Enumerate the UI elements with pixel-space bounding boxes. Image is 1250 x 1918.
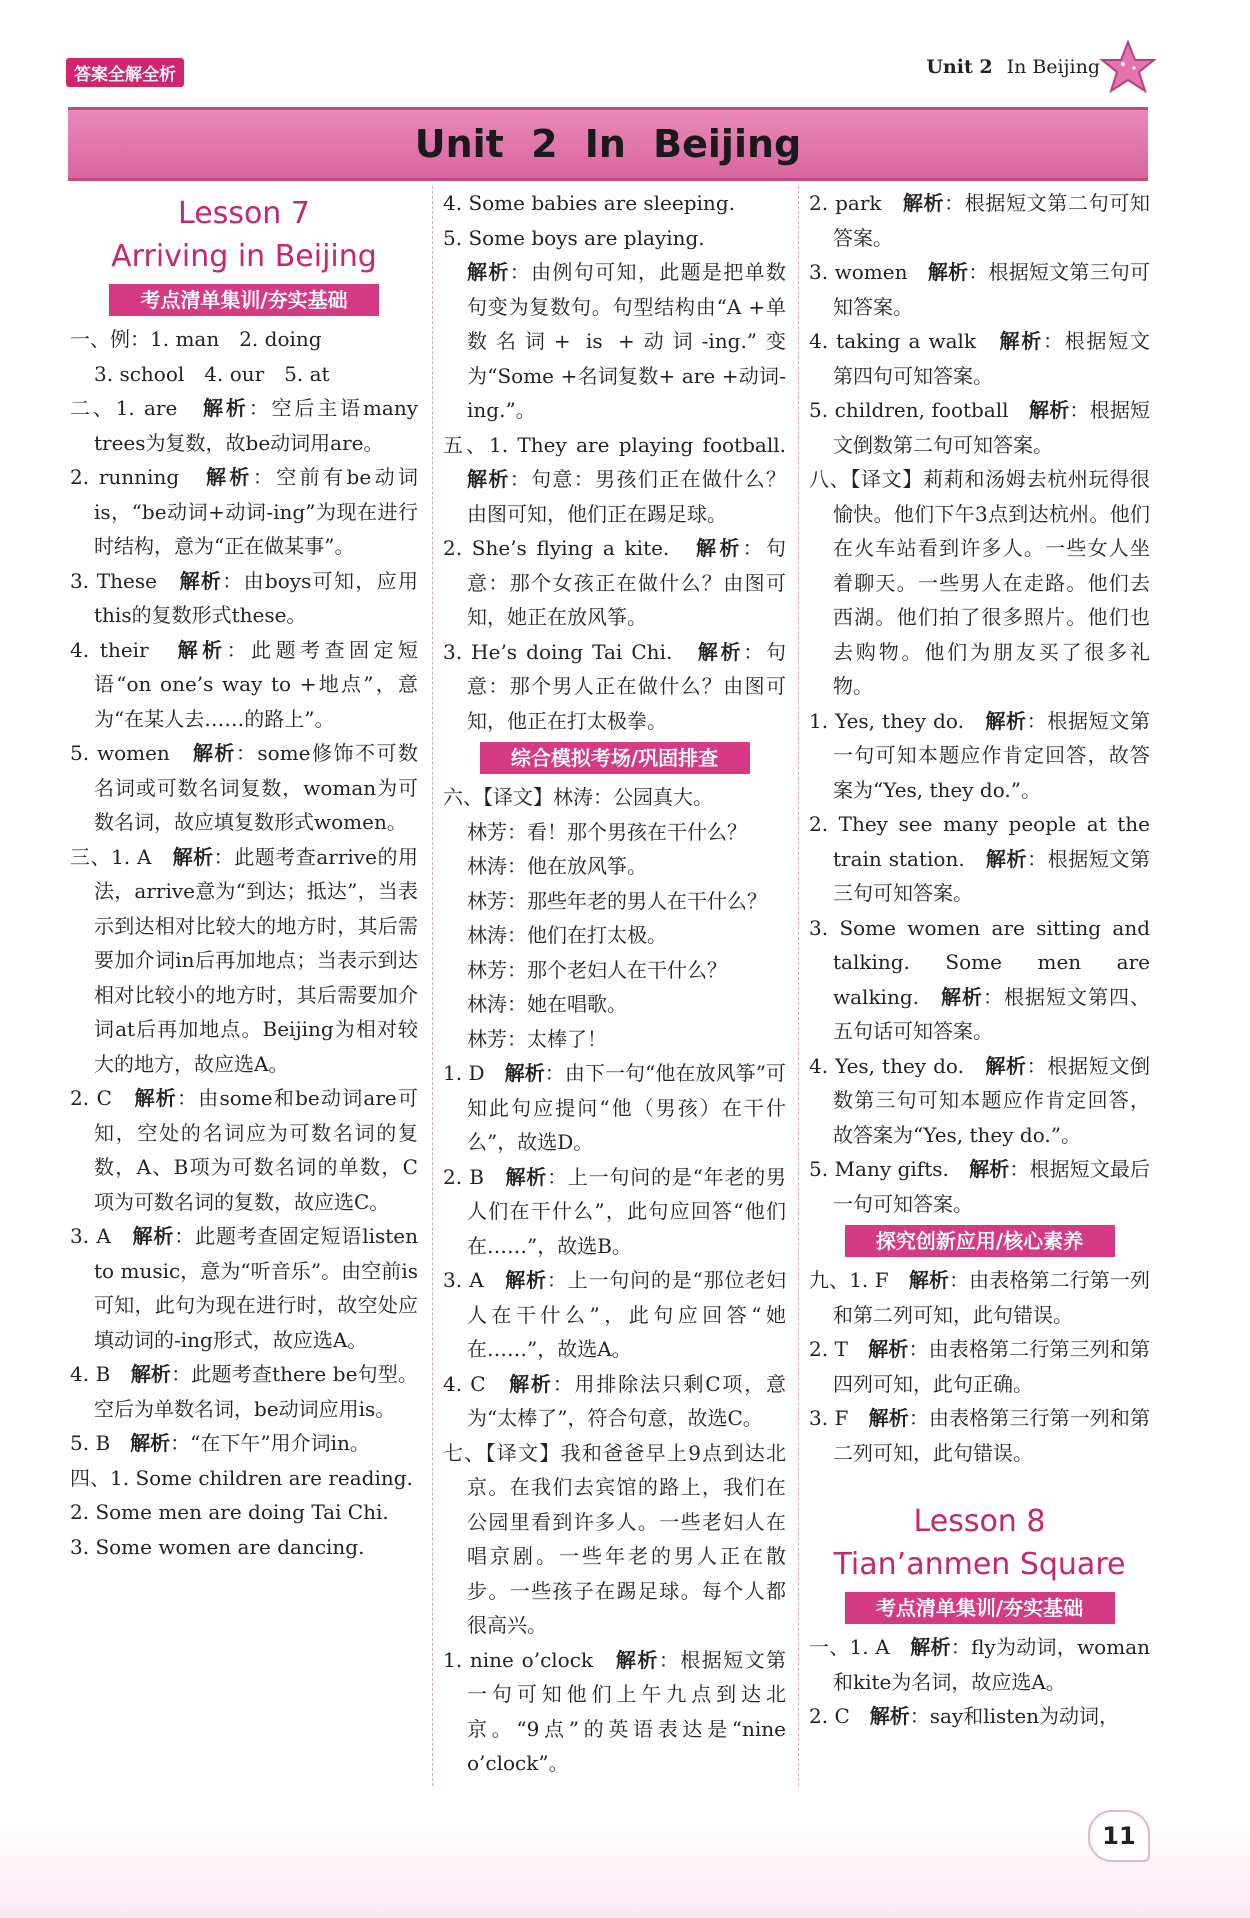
analysis-marker: 解析 xyxy=(908,1268,950,1292)
section-bar-basics: 考点清单集训/夯实基础 xyxy=(109,284,379,316)
analysis-marker: 解析 xyxy=(927,260,969,284)
answer-line: 2. park 解析：根据短文第二句可知答案。 xyxy=(809,191,1151,250)
column-2 xyxy=(432,186,806,1786)
analysis-marker: 解析 xyxy=(868,1406,909,1430)
answer-line: 4. C 解析：用排除法只剩C项，意为“太棒了”，符合句意，故选C。 xyxy=(443,1371,786,1430)
answer-line: 4. B 解析：此题考查there be句型。空后为单数名词，be动词应用is。 xyxy=(70,1362,418,1421)
dialogue-line: 林芳：看！那个男孩在干什么？ xyxy=(467,819,747,844)
answer-line: 一、1. A 解析：fly为动词，woman和kite为名词，故应选A。 xyxy=(809,1635,1150,1694)
lesson-7-title xyxy=(70,192,418,278)
page-number: 11 xyxy=(1088,1810,1150,1862)
analysis-marker: 解析 xyxy=(985,846,1028,871)
answer-line: 5. Many gifts. 解析：根据短文最后一句可知答案。 xyxy=(809,1157,1151,1216)
analysis-marker: 解析 xyxy=(467,467,510,491)
bottom-band xyxy=(0,1820,1250,1918)
analysis-marker: 解析 xyxy=(192,741,236,765)
answer-line: 3. Some women are dancing. xyxy=(70,1534,365,1559)
answer-line: 一、例：1. man 2. doing xyxy=(70,327,322,351)
analysis-marker: 解析 xyxy=(969,1157,1010,1181)
analysis-marker: 解析 xyxy=(509,1371,553,1396)
analysis-marker: 解析 xyxy=(205,465,253,489)
analysis-marker: 解析 xyxy=(910,1635,951,1659)
answer-line: 5. Some boys are playing. xyxy=(443,225,705,250)
header-tag: 答案全解全析 xyxy=(66,58,184,87)
answer-line: 1. D 解析：由下一句“他在放风筝”可知此句应提问“他（男孩）在干什么”，故选D。 xyxy=(443,1061,786,1154)
answer-line: 2. C 解析：say和listen为动词， xyxy=(809,1704,1120,1728)
section-bar-basics-2: 考点清单集训/夯实基础 xyxy=(845,1592,1115,1624)
dialogue-line: 林涛：他在放风筝。 xyxy=(467,854,647,878)
answer-line: 二、1. are 解析：空后主语many trees为复数，故be动词用are。 xyxy=(70,396,419,455)
analysis-marker: 解析 xyxy=(695,536,743,560)
column-1 xyxy=(70,190,418,1790)
analysis-marker: 解析 xyxy=(902,191,945,215)
dialogue-line: 林涛：她在唱歌。 xyxy=(467,992,627,1016)
answer-line: 4. Some babies are sleeping. xyxy=(443,191,735,215)
answer-line: 四、1. Some children are reading. xyxy=(70,1465,413,1490)
lesson-8-name: Tian’anmen Square xyxy=(833,1547,1126,1582)
answer-line: 5. B 解析：“在下午”用介词in。 xyxy=(70,1431,370,1455)
answer-line: 2. C 解析：由some和be动词are可知，空处的名词应为可数名词的复数，A、B项为可数名词的单数，C项为可数名词的复数，故应选C。 xyxy=(70,1086,419,1214)
section-bar-review: 综合模拟考场/巩固排查 xyxy=(480,742,750,774)
lesson-7-name: Arriving in Beijing xyxy=(111,239,377,274)
answer-line: 九、1. F 解析：由表格第二行第一列和第二列可知，此句错误。 xyxy=(809,1268,1151,1327)
unit-banner: Unit 2 In Beijing xyxy=(68,107,1148,181)
answer-line: 3. A 解析：此题考查固定短语listen to music，意为“听音乐”。由空前is可知，此句为现在进行时，故空处应填动词的-ing形式，故应选A。 xyxy=(70,1224,419,1352)
lesson-8-title xyxy=(809,1500,1150,1586)
answer-line: 1. nine o’clock 解析：根据短文第一句可知他们上午九点到达北京。“9点”的英语表达是“nine o’clock”。 xyxy=(443,1647,787,1775)
answer-line: 2. B 解析：上一句问的是“年老的男人们在干什么”，此句应回答“他们在……”，故选B。 xyxy=(443,1164,786,1258)
dialogue-line: 林芳：那些年老的男人在干什么？ xyxy=(467,888,767,913)
lesson-7-number: Lesson 7 xyxy=(178,196,310,231)
analysis-marker: 解析 xyxy=(179,568,223,593)
section-bar-innovation: 探究创新应用/核心素养 xyxy=(845,1225,1115,1257)
analysis-marker: 解析 xyxy=(130,1362,172,1386)
analysis-marker: 解析 xyxy=(985,708,1027,733)
answer-line: 2. Some men are doing Tai Chi. xyxy=(70,1500,389,1524)
answer-line: 七、【译文】我和爸爸早上9点到达北京。在我们去宾馆的路上，我们在公园里看到许多人。一些老妇人在唱京剧。一些年老的男人正在散步。一些孩子在踢足球。每个人都很高兴。 xyxy=(443,1440,786,1637)
answer-line: 三、1. A 解析：此题考查arrive的用法，arrive意为“到达；抵达”，当表示到达相对比较大的地方时，其后需要加介词in后再加地点；当表示到达相对比较小的地方时，其后需要加介词at后再加地点。Beijing为相对较大的地方，故应选A。 xyxy=(70,844,418,1076)
header-unit-title xyxy=(926,56,1100,78)
answer-line: 2. T 解析：由表格第二行第三列和第四列可知，此句正确。 xyxy=(809,1337,1151,1396)
answer-line: 3. He’s doing Tai Chi. 解析：句意：那个男人正在做什么？由图可知，他正在打太极拳。 xyxy=(443,639,786,733)
answer-line: 5. children, football 解析：根据短文倒数第二句可知答案。 xyxy=(809,398,1151,457)
answer-line: 4. their 解析：此题考查固定短语“on one’s way to +地点”，意为“在某人去……的路上”。 xyxy=(70,637,419,731)
analysis-marker: 解析 xyxy=(467,260,510,284)
star-icon xyxy=(1098,38,1158,98)
answer-line: 5. women 解析：some修饰不可数名词或可数名词复数，woman为可数名词，故应填复数形式women。 xyxy=(70,741,419,834)
answer-line: 解析：由例句可知，此题是把单数句变为复数句。句型结构由“A +单数名词+ is +动词-ing.”变为“Some +名词复数+ are +动词-ing.”。 xyxy=(467,260,787,422)
analysis-marker: 解析 xyxy=(985,1053,1027,1078)
analysis-marker: 解析 xyxy=(203,396,249,420)
analysis-marker: 解析 xyxy=(869,1704,910,1728)
analysis-marker: 解析 xyxy=(504,1061,545,1085)
analysis-marker: 解析 xyxy=(172,844,214,869)
answer-line: 4. taking a walk 解析：根据短文第四句可知答案。 xyxy=(809,329,1151,388)
analysis-marker: 解析 xyxy=(130,1431,171,1455)
answer-line: 3. school 4. our 5. at xyxy=(94,361,330,386)
dialogue-line: 林涛：他们在打太极。 xyxy=(467,923,667,947)
analysis-marker: 解析 xyxy=(999,329,1044,353)
analysis-marker: 解析 xyxy=(132,1224,175,1248)
analysis-marker: 解析 xyxy=(505,1268,547,1292)
answer-line: 2. She’s flying a kite. 解析：句意：那个女孩正在做什么？由图可知，她正在放风筝。 xyxy=(443,536,787,629)
header-unit: Unit 2 xyxy=(926,56,993,78)
analysis-marker: 解析 xyxy=(134,1086,177,1110)
answer-line: 1. Yes, they do. 解析：根据短文第一句可知本题应作肯定回答，故答案为“Yes, they do.”。 xyxy=(809,708,1151,802)
analysis-marker: 解析 xyxy=(615,1647,659,1672)
analysis-marker: 解析 xyxy=(1028,398,1070,422)
analysis-marker: 解析 xyxy=(177,637,227,662)
answer-line: 八、【译文】莉莉和汤姆去杭州玩得很愉快。他们下午3点到达杭州。他们在火车站看到许多人。一些女人坐着聊天。一些男人在走路。他们去西湖。他们拍了很多照片。他们也去购物。他们为朋友买了很多礼物。 xyxy=(809,467,1150,698)
analysis-marker: 解析 xyxy=(941,984,983,1009)
answer-line: 3. A 解析：上一句问的是“那位老妇人在干什么”，此句应回答“她在……”，故选A。 xyxy=(443,1268,786,1361)
answer-line: 五、1. They are playing football. 解析：句意：男孩们正在做什么？由图可知，他们正在踢足球。 xyxy=(443,432,806,526)
answer-line: 2. They see many people at the train station. 解析：根据短文第三句可知答案。 xyxy=(809,812,1151,905)
answer-line: 4. Yes, they do. 解析：根据短文倒数第三句可知本题应作肯定回答，故答案为“Yes, they do.”。 xyxy=(809,1053,1151,1147)
header-title: In Beijing xyxy=(1006,56,1100,78)
analysis-marker: 解析 xyxy=(868,1337,909,1361)
column-3 xyxy=(798,186,1150,1786)
dialogue-line: 林芳：那个老妇人在干什么？ xyxy=(467,957,727,982)
answer-line: 3. women 解析：根据短文第三句可知答案。 xyxy=(809,260,1151,319)
answer-line: 六、【译文】林涛：公园真大。 xyxy=(443,785,713,809)
analysis-marker: 解析 xyxy=(697,639,744,664)
dialogue-line: 林芳：太棒了！ xyxy=(467,1026,607,1051)
lesson-8-number: Lesson 8 xyxy=(913,1504,1046,1539)
answer-line: 3. Some women are sitting and talking. Some men are walking. 解析：根据短文第四、五句话可知答案。 xyxy=(809,915,1150,1043)
answer-line: 3. F 解析：由表格第三行第一列和第二列可知，此句错误。 xyxy=(809,1406,1151,1465)
analysis-marker: 解析 xyxy=(505,1164,548,1189)
answer-line: 2. running 解析：空前有be动词is，“be动词+动词-ing”为现在进行时结构，意为“正在做某事”。 xyxy=(70,465,418,558)
answer-line: 3. These 解析：由boys可知，应用this的复数形式these。 xyxy=(70,568,418,627)
